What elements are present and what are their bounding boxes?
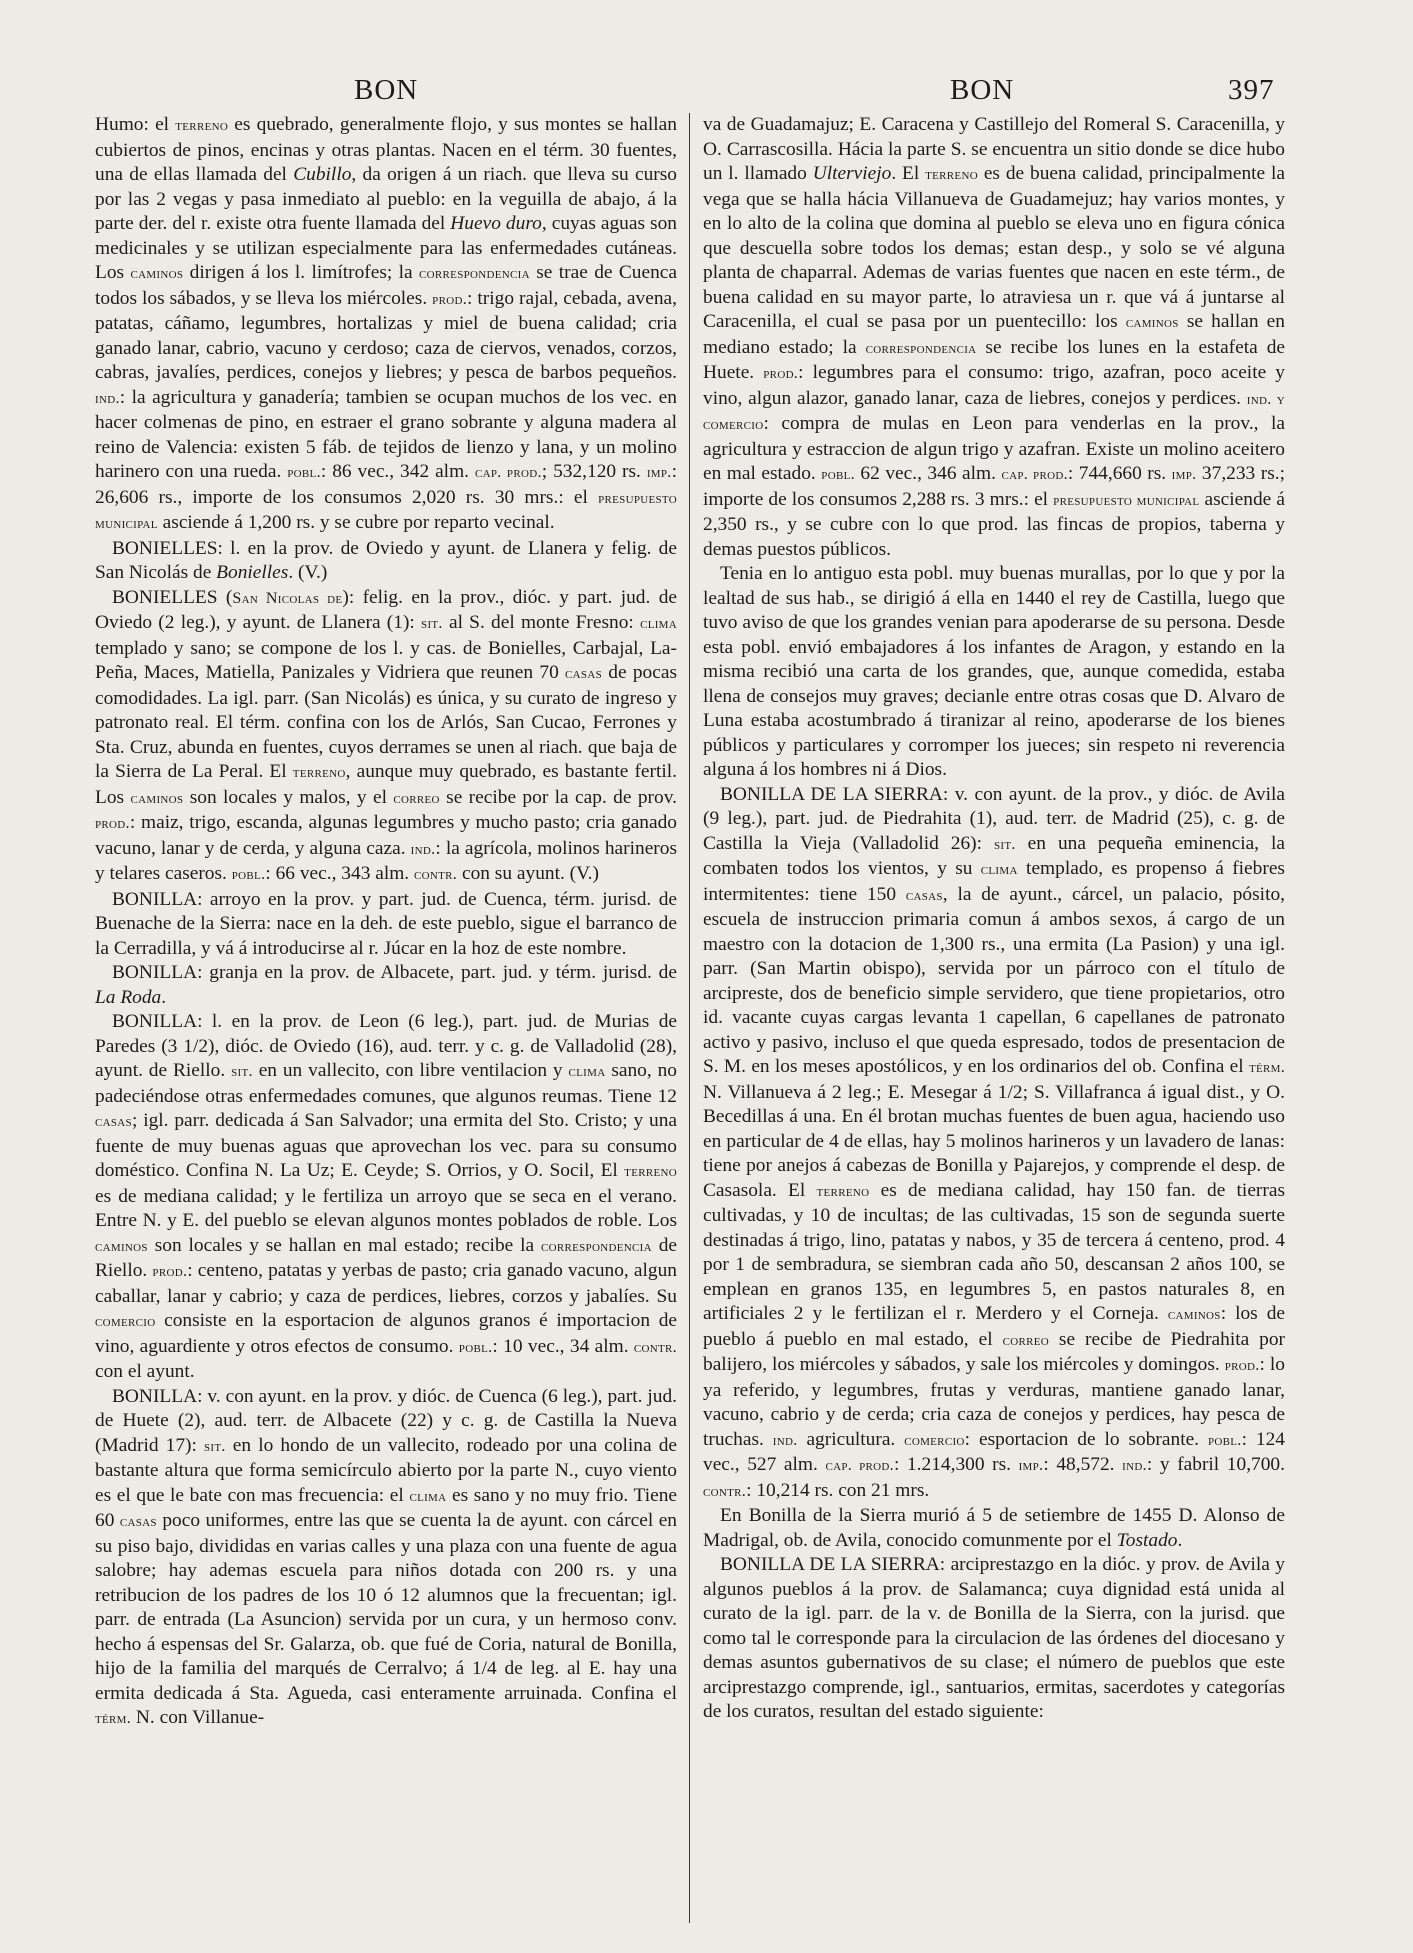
entry-paragraph: BONIELLES: l. en la prov. de Oviedo y ayunt. de Llanera y felig. de San Nicolás de Bonielles. (V.): [95, 537, 677, 583]
entry-paragraph: BONILLA: l. en la prov. de Leon (6 leg.), part. jud. de Murias de Paredes (3 1/2), dióc. de Oviedo (16), aud. terr. y c. g. de Valladolid (28), ayunt. de Riello. sit. en un vallecito, con libre ventilacion y clima sano, no padeciéndose otras enfermedades comunes, que algunos reumas. Tiene 12 casas; igl. parr. dedicada á San Salvador; una ermita del Sto. Cristo; y una fuente de muy buenas aguas que aprovechan los vec. para su consumo doméstico. Confina N. La Uz; E. Ceyde; S. Orrios, y O. Socil, El terreno es de mediana calidad; y le fertiliza un arroyo que se seca en el verano. Entre N. y E. del pueblo se elevan algunos montes poblados de roble. Los caminos son locales y se hallan en mal estado; recibe la correspondencia de Riello. prod.: centeno, patatas y yerbas de pasto; cria ganado vacuno, algun caballar, lanar y cabrio; y caza de perdices, liebres, corzos y jabalíes. Su comercio consiste en la esportacion de algunos granos é importacion de vino, aguardiente y otros efectos de consumo. pobl.: 10 vec., 34 alm. contr. con el ayunt.: [95, 1011, 677, 1382]
entry-paragraph: BONILLA: granja en la prov. de Albacete, part. jud. y térm. jurisd. de La Roda.: [95, 962, 677, 1008]
entry-paragraph: BONILLA: arroyo en la prov. y part. jud. de Cuenca, térm. jurisd. de Buenache de la Sierra: nace en la deh. de este pueblo, sigue el barranco de la Cerradilla, y vá á introducirse al r. Júcar en la hoz de este nombre.: [95, 888, 677, 959]
right-column: [703, 113, 1285, 1943]
entry-paragraph: va de Guadamajuz; E. Caracena y Castillejo del Romeral S. Caracenilla, y O. Carrascosilla. Hácia la parte S. se encuentra un sitio donde se dice hubo un l. llamado Ulterviejo. El terreno es de buena calidad, principalmente la vega que se halla hácia Villanueva de Guadamejuz; hay varios montes, y en lo alto de la colina que domina al pueblo se eleva uno en figura cónica que descuella sobre todos los demas; estan desp., y solo se vé alguna planta de chaparral. Ademas de varias fuentes que nacen en este térm., de buena calidad en su mayor parte, lo atraviesa un r. que vá á juntarse al Caracenilla, el cual se pasa por un puentecillo: los caminos se hallan en mediano estado; la correspondencia se recibe los lunes en la estafeta de Huete. prod.: legumbres para el consumo: trigo, azafran, poco aceite y vino, algun alazor, ganado lanar, caza de liebres, conejos y perdices. ind. y comercio: compra de mulas en Leon para venderlas en la prov., la agricultura y estraccion de algun trigo y azafran. Existe un molino aceitero en mal estado. pobl. 62 vec., 346 alm. cap. prod.: 744,660 rs. imp. 37,233 rs.; importe de los consumos 2,288 rs. 3 mrs.: el presupuesto municipal asciende á 2,350 rs., y se cubre con lo que prod. las fincas de propios, taberna y demas puestos públicos.: [703, 114, 1285, 560]
running-head-left: BON: [354, 74, 419, 106]
entry-paragraph: BONILLA DE LA SIERRA: v. con ayunt. de la prov., y dióc. de Avila (9 leg.), part. jud. de Piedrahita (1), aud. terr. de Madrid (25), c. g. de Castilla la Vieja (Valladolid 26): sit. en una pequeña eminencia, la combaten todos los vientos, y su clima templado, es propenso á fiebres intermitentes: tiene 150 casas, la de ayunt., cárcel, un palacio, pósito, escuela de instruccion primaria comun á ambos sexos, á cargo de un maestro con la dotacion de 1,300 rs., una ermita (La Pasion) y una igl. parr. (San Martin obispo), servida por un párroco con el título de arcipreste, dos de beneficio simple servidero, que tiene propietarios, otro id. vacante cuyas cargas levanta 1 capellan, 6 capellanes de patronato activo y pasivo, incluso el que queda espresado, todos de presentacion de S. M. en los meses apostólicos, y en los ordinarios del ob. Confina el térm. N. Villanueva á 2 leg.; E. Mesegar á 1/2; S. Villafranca á igual dist., y O. Becedillas á una. En él brotan muchas fuentes de buen agua, haciendo uso en particular de 4 de ellas, hay 5 molinos harineros y un lavadero de lanas: tiene por anejos á cabezas de Bonilla y Pajarejos, y comprende el desp. de Casasola. El terreno es de mediana calidad, hay 150 fan. de tierras cultivadas, y 10 de incultas; de las cultivadas, 15 son de segunda suerte destinadas á trigo, lino, patatas y nabos, y 35 de tercera á centeno, prod. 4 por 1 de sembradura, se siembran cada año 50, descansan 2 años 100, se emplean en granos 135, en legumbres 5, en pastos naturales 8, en artificiales 2 y le fertilizan el r. Merdero y el Corneja. caminos: los de pueblo á pueblo en mal estado, el correo se recibe de Piedrahita por balijero, los miércoles y sábados, y sale los miércoles y domingos. prod.: lo ya referido, y legumbres, frutas y verduras, mantiene ganado lanar, vacuno, cabrio y de cerda; cria caza de conejos y perdices, hay pesca de truchas. ind. agricultura. comercio: esportacion de lo sobrante. pobl.: 124 vec., 527 alm. cap. prod.: 1.214,300 rs. imp.: 48,572. ind.: y fabril 10,700. contr.: 10,214 rs. con 21 mrs.: [703, 783, 1285, 1501]
column-divider: [689, 113, 690, 1923]
entry-paragraph: BONILLA DE LA SIERRA: arciprestazgo en la dióc. y prov. de Avila y algunos pueblos á la prov. de Salamanca; cuya dignidad está unida al curato de la igl. parr. de la v. de Bonilla de la Sierra, con la jurisd. que como tal le corresponde para la circulacion de las órdenes del diocesano y demas asuntos gubernativos de su clase; el número de pueblos que este arciprestazgo comprende, igl., santuarios, ermitas, sacerdotes y categorías de los curatos, resultan del estado siguiente:: [703, 1554, 1285, 1722]
running-head-right: BON: [950, 74, 1015, 106]
entry-paragraph: En Bonilla de la Sierra murió á 5 de setiembre de 1455 D. Alonso de Madrigal, ob. de Avila, conocido comunmente por el Tostado.: [703, 1505, 1285, 1551]
entry-paragraph: BONILLA: v. con ayunt. en la prov. y dióc. de Cuenca (6 leg.), part. jud. de Huete (2), aud. terr. de Albacete (22) y c. g. de Castilla la Nueva (Madrid 17): sit. en lo hondo de un vallecito, rodeado por una colina de bastante altura que forma semicírculo abierto por la parte N., cuyo viento es el que le bate con mas frecuencia: el clima es sano y no muy frio. Tiene 60 casas poco uniformes, entre las que se cuenta la de ayunt. con cárcel en su piso bajo, divididas en varias calles y una plaza con una fuente de agua salobre; hay ademas escuela para niños dotada con 200 rs. y una retribucion de los padres de los 10 ó 12 alumnos que la frecuentan; igl. parr. de entrada (La Asuncion) servida por un cura, y un hermoso conv. hecho á espensas del Sr. Galarza, ob. que fué de Coria, natural de Bonilla, hijo de la familia del marqués de Cerralvo; á 1/4 de leg. al E. hay una ermita dedicada á Sta. Agueda, casi enteramente arruinada. Confina el térm. N. con Villanue-: [95, 1385, 677, 1728]
page-number: 397: [1228, 74, 1275, 106]
left-column: [95, 113, 677, 1943]
entry-paragraph: BONIELLES (San Nicolas de): felig. en la prov., dióc. y part. jud. de Oviedo (2 leg.), y ayunt. de Llanera (1): sit. al S. del monte Fresno: clima templado y sano; se compone de los l. y cas. de Bonielles, Carbajal, La-Peña, Maces, Matiella, Panizales y Vidriera que reunen 70 casas de pocas comodidades. La igl. parr. (San Nicolás) es única, y su curato de ingreso y patronato real. El térm. confina con los de Arlós, San Cucao, Ferrones y Sta. Cruz, abunda en fuentes, cuyos derrames se unen al riach. que baja de la Sierra de La Peral. El terreno, aunque muy quebrado, es bastante fertil. Los caminos son locales y malos, y el correo se recibe por la cap. de prov. prod.: maiz, trigo, escanda, algunas legumbres y mucho pasto; cria ganado vacuno, lanar y de cerda, y alguna caza. ind.: la agrícola, molinos harineros y telares caseros. pobl.: 66 vec., 343 alm. contr. con su ayunt. (V.): [95, 586, 677, 884]
entry-paragraph: Humo: el terreno es quebrado, generalmente flojo, y sus montes se hallan cubiertos de pinos, encinas y otras plantas. Nacen en el térm. 30 fuentes, una de ellas llamada del Cubillo, da origen á un riach. que lleva su curso por las 2 vegas y pasa inmediato al pueblo: en la veguilla de abajo, á la parte der. del r. existe otra fuente llamada del Huevo duro, cuyas aguas son medicinales y se utilizan especialmente para las enfermedades cutáneas. Los caminos dirigen á los l. limítrofes; la correspondencia se trae de Cuenca todos los sábados, y se lleva los miércoles. prod.: trigo rajal, cebada, avena, patatas, cáñamo, legumbres, hortalizas y miel de buena calidad; cria ganado lanar, cabrio, vacuno y cerdoso; caza de ciervos, venados, corzos, cabras, javalíes, perdices, conejos y liebres; y pesca de barbos pequeños. ind.: la agricultura y ganadería; tambien se ocupan muchos de los vec. en hacer colmenas de pino, en estraer el grano sobrante y alguna madera al reino de Valencia: existen 5 fáb. de tejidos de lienzo y lana, y un molino harinero con una rueda. pobl.: 86 vec., 342 alm. cap. prod.; 532,120 rs. imp.: 26,606 rs., importe de los consumos 2,020 rs. 30 mrs.: el presupuesto municipal asciende á 1,200 rs. y se cubre por reparto vecinal.: [95, 114, 677, 533]
entry-paragraph: Tenia en lo antiguo esta pobl. muy buenas murallas, por lo que y por la lealtad de sus hab., se dirigió á ella en 1440 el rey de Castilla, luego que tuvo aviso de que los grandes venian para apoderarse de su persona. Desde esta pobl. envió embajadores á los infantes de Aragon, y estando en la misma recibió una carta de los grandes, que, aunque comedida, estaba llena de consejos muy graves; decianle entre otras cosas que D. Alvaro de Luna estaba acostumbrado á tiranizar al reino, apoderarse de los bienes públicos y particulares y corromper los jueces; sin respeto ni reverencia alguna á los hombres ni á Dios.: [703, 563, 1285, 780]
